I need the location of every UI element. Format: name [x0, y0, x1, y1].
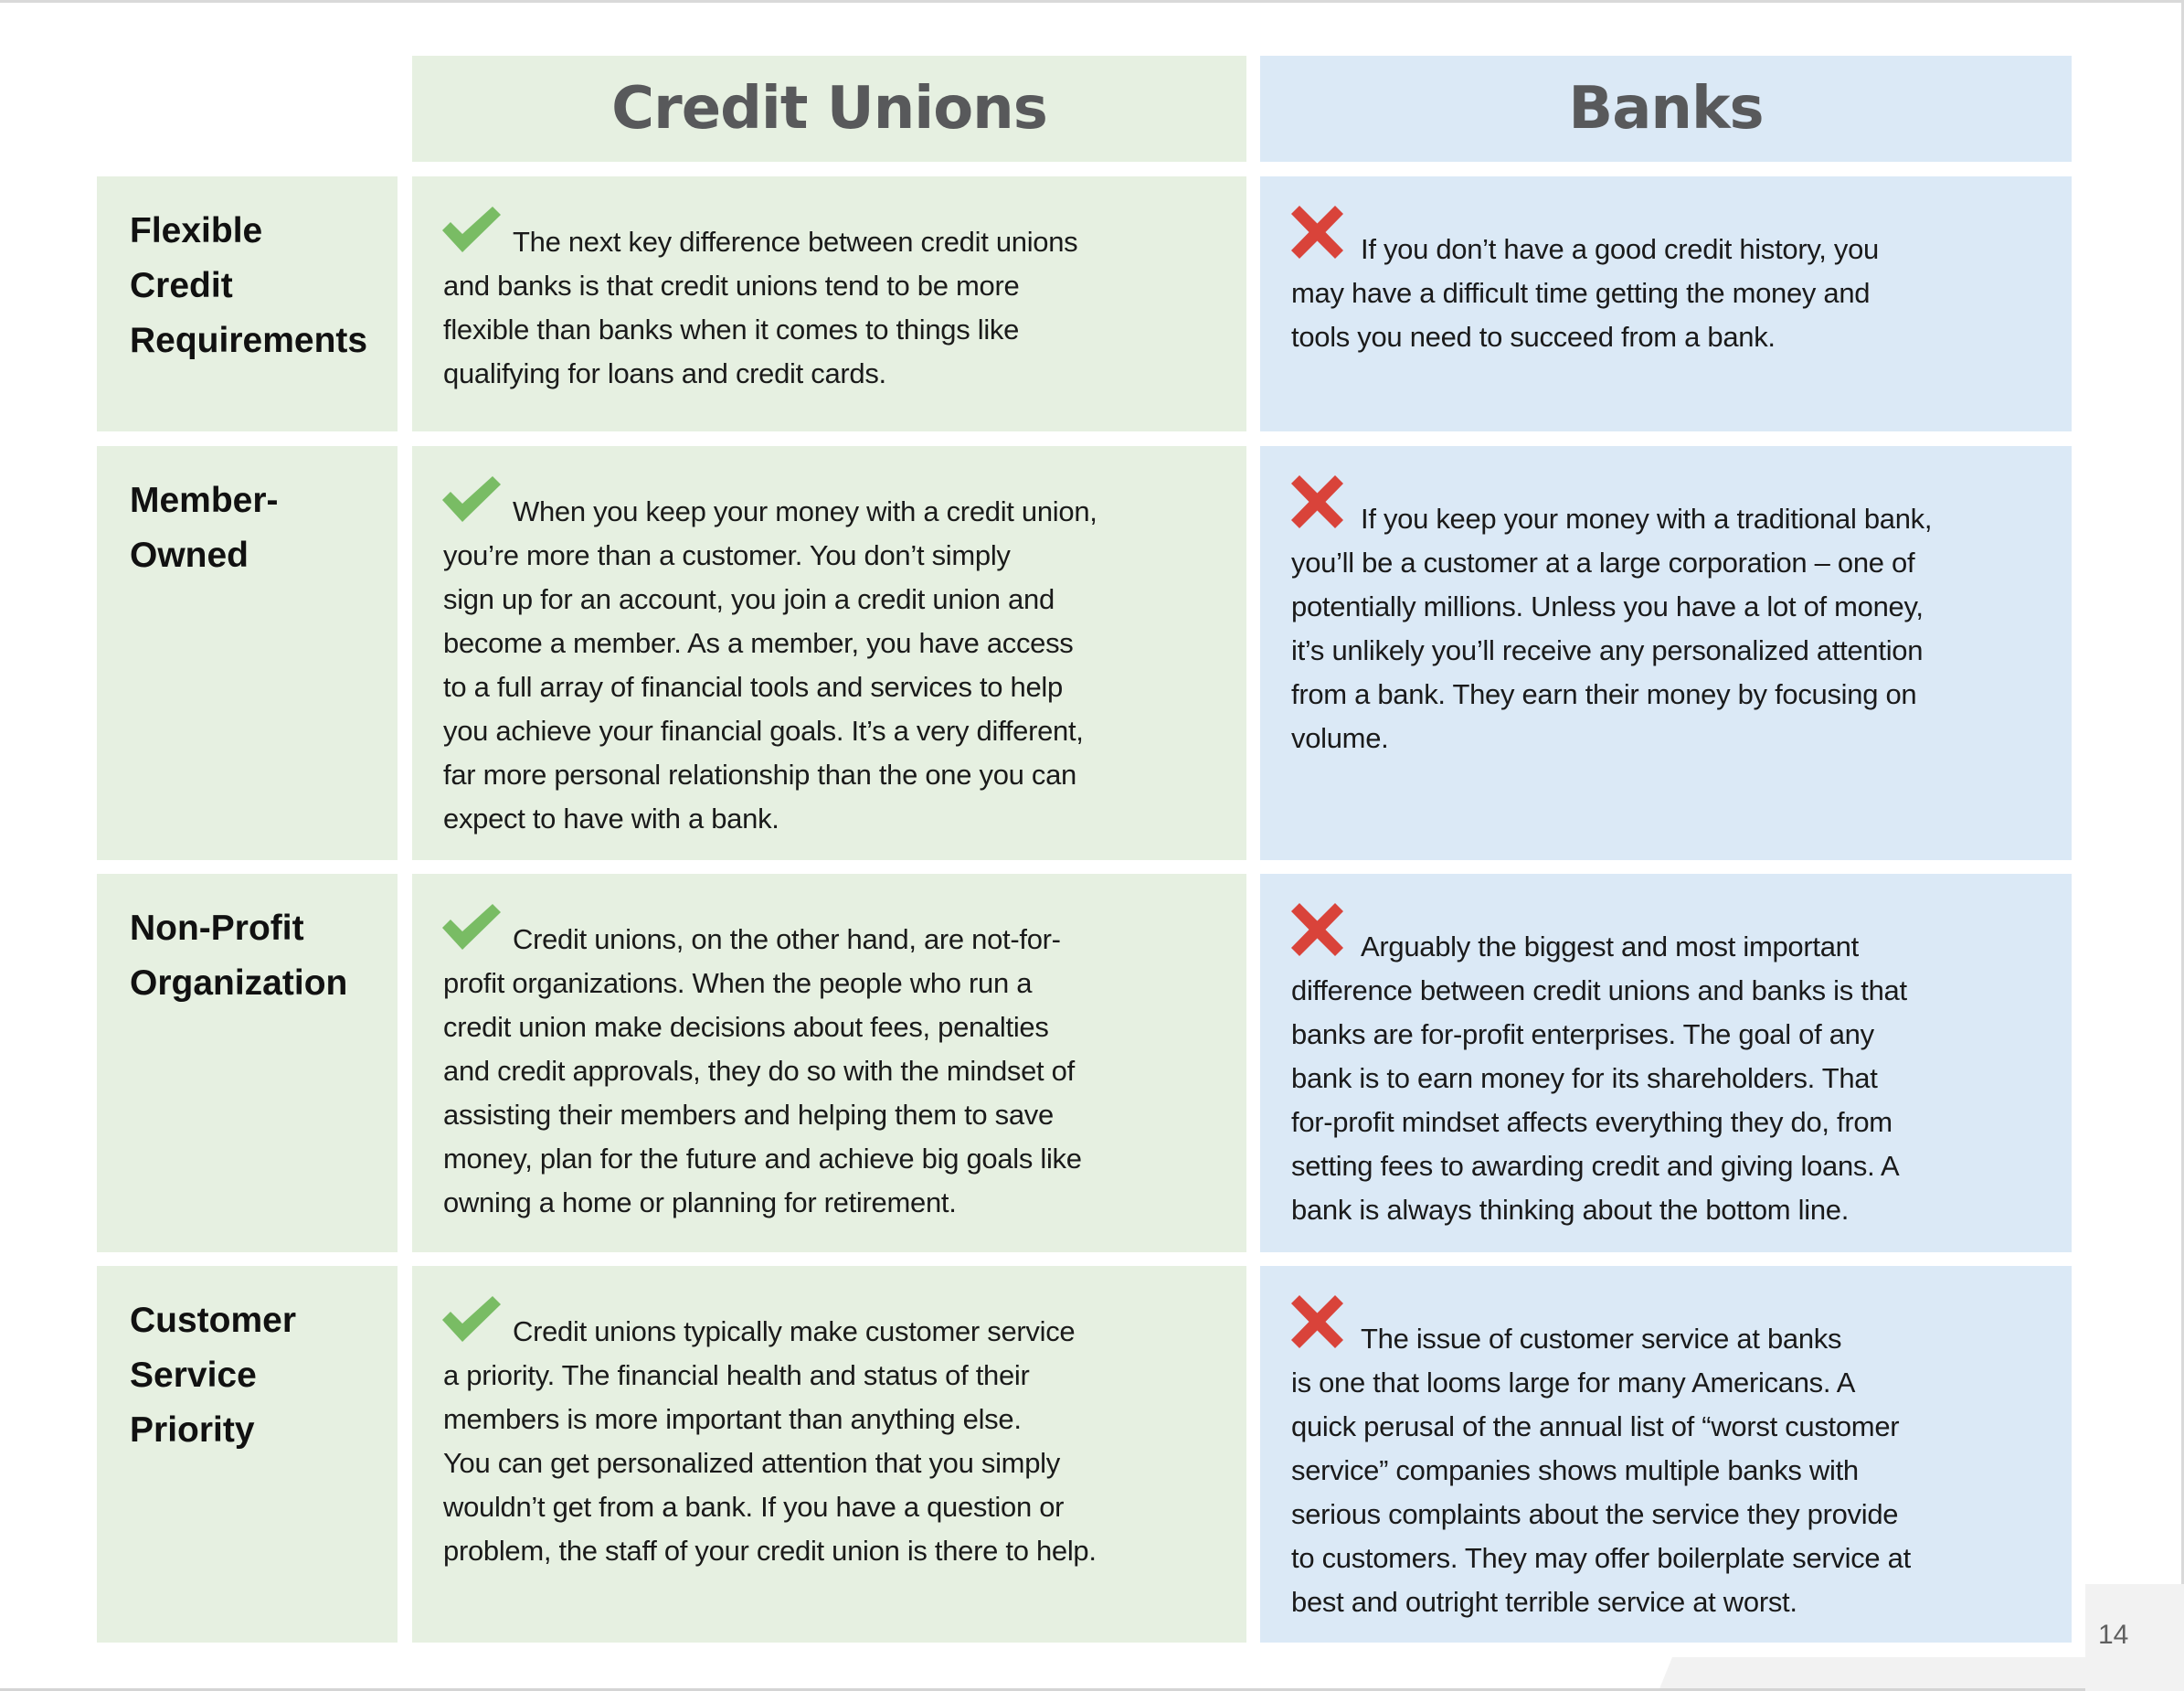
header-credit-unions-title: Credit Unions: [611, 75, 1047, 143]
text-line: may have a difficult time getting the money and: [1291, 277, 1871, 309]
text-line: you’re more than a customer. You don’t simply: [443, 539, 1011, 571]
text-line: qualifying for loans and credit cards.: [443, 357, 886, 389]
text-line: best and outright terrible service at worst.: [1291, 1586, 1797, 1618]
text-line: you achieve your financial goals. It’s a very different,: [443, 715, 1084, 747]
text-line: difference between credit unions and banks is that: [1291, 974, 1907, 1006]
text-line: to customers. They may offer boilerplate service at: [1291, 1542, 1911, 1574]
bank-cell: [1260, 176, 2072, 431]
row-label-cell: [97, 446, 398, 860]
text-line: potentially millions. Unless you have a lot of money,: [1291, 590, 1924, 622]
text-line: and credit approvals, they do so with the mindset of: [443, 1055, 1075, 1087]
text-line: profit organizations. When the people who run a: [443, 967, 1033, 999]
text-line: bank is always thinking about the bottom line.: [1291, 1194, 1850, 1226]
text-line: Credit unions, on the other hand, are not-for-: [513, 923, 1061, 955]
text-line: tools you need to succeed from a bank.: [1291, 321, 1776, 353]
credit-union-text: [443, 1310, 1097, 1573]
text-line: Credit unions typically make customer service: [513, 1315, 1076, 1347]
row-label: [130, 901, 347, 1011]
row-label-line: Owned: [130, 536, 249, 575]
row-label-line: Non-Profit: [130, 909, 304, 948]
row-label-line: Customer: [130, 1301, 297, 1340]
row-label-line: Service: [130, 1356, 257, 1395]
header-credit-unions: [412, 56, 1246, 162]
bank-cell: [1260, 1266, 2072, 1643]
row-label-line: Credit: [130, 266, 233, 305]
text-line: become a member. As a member, you have access: [443, 627, 1074, 659]
credit-union-cell: [412, 874, 1246, 1252]
text-line: to a full array of financial tools and services to help: [443, 671, 1063, 703]
text-line: a priority. The financial health and status of their: [443, 1359, 1030, 1391]
text-line: banks are for-profit enterprises. The goal of any: [1291, 1018, 1874, 1050]
text-line: setting fees to awarding credit and giving loans. A: [1291, 1150, 1900, 1182]
text-line: sign up for an account, you join a credit union and: [443, 583, 1055, 615]
row-label-cell: [97, 1266, 398, 1643]
text-line: money, plan for the future and achieve big goals like: [443, 1143, 1082, 1175]
credit-union-text: [443, 220, 1077, 396]
row-label: [130, 473, 279, 583]
text-line: If you don’t have a good credit history, you: [1361, 233, 1879, 265]
row-label-cell: [97, 176, 398, 431]
text-line: flexible than banks when it comes to things like: [443, 314, 1020, 346]
text-line: quick perusal of the annual list of “worst customer: [1291, 1410, 1900, 1442]
text-line: far more personal relationship than the one you can: [443, 759, 1076, 791]
text-line: it’s unlikely you’ll receive any personalized attention: [1291, 634, 1924, 666]
text-line: is one that looms large for many Americans. A: [1291, 1367, 1856, 1399]
header-banks-title: Banks: [1568, 75, 1764, 143]
text-line: Arguably the biggest and most important: [1361, 931, 1859, 962]
text-line: wouldn’t get from a bank. If you have a question or: [443, 1491, 1065, 1523]
row-label-line: Organization: [130, 963, 348, 1003]
text-line: volume.: [1291, 722, 1389, 754]
text-line: The next key difference between credit unions: [513, 226, 1078, 258]
text-line: from a bank. They earn their money by focusing on: [1291, 678, 1917, 710]
text-line: When you keep your money with a credit union,: [513, 495, 1097, 527]
row-label: [130, 204, 367, 368]
page-number: 14: [2098, 1620, 2129, 1650]
bank-text: [1291, 228, 1879, 359]
credit-union-cell: [412, 176, 1246, 431]
row-label-line: Requirements: [130, 321, 368, 360]
credit-union-cell: [412, 446, 1246, 860]
bank-cell: [1260, 446, 2072, 860]
text-line: problem, the staff of your credit union is there to help.: [443, 1535, 1097, 1567]
text-line: credit union make decisions about fees, penalties: [443, 1011, 1049, 1043]
text-line: If you keep your money with a traditional bank,: [1361, 503, 1933, 535]
text-line: assisting their members and helping them to save: [443, 1099, 1054, 1131]
row-label: [130, 1293, 296, 1458]
bank-text: [1291, 497, 1932, 760]
header-banks: [1260, 56, 2072, 162]
text-line: and banks is that credit unions tend to be more: [443, 270, 1020, 302]
row-label-line: Member-: [130, 481, 279, 520]
text-line: expect to have with a bank.: [443, 803, 779, 835]
text-line: bank is to earn money for its shareholders. That: [1291, 1062, 1878, 1094]
row-label-line: Flexible: [130, 211, 263, 250]
text-line: you’ll be a customer at a large corporation – one of: [1291, 547, 1915, 579]
text-line: owning a home or planning for retirement.: [443, 1186, 957, 1218]
bank-text: [1291, 925, 1907, 1232]
text-line: members is more important than anything else.: [443, 1403, 1022, 1435]
credit-union-text: [443, 918, 1082, 1225]
row-label-cell: [97, 874, 398, 1252]
credit-union-cell: [412, 1266, 1246, 1643]
text-line: serious complaints about the service they provide: [1291, 1498, 1899, 1530]
page-top-border: [0, 0, 2184, 3]
row-label-line: Priority: [130, 1410, 255, 1450]
credit-union-text: [443, 490, 1097, 841]
text-line: You can get personalized attention that you simply: [443, 1447, 1060, 1479]
text-line: service” companies shows multiple banks with: [1291, 1454, 1859, 1486]
text-line: for-profit mindset affects everything they do, from: [1291, 1106, 1892, 1138]
bank-cell: [1260, 874, 2072, 1252]
text-line: The issue of customer service at banks: [1361, 1323, 1842, 1355]
bank-text: [1291, 1317, 1911, 1624]
